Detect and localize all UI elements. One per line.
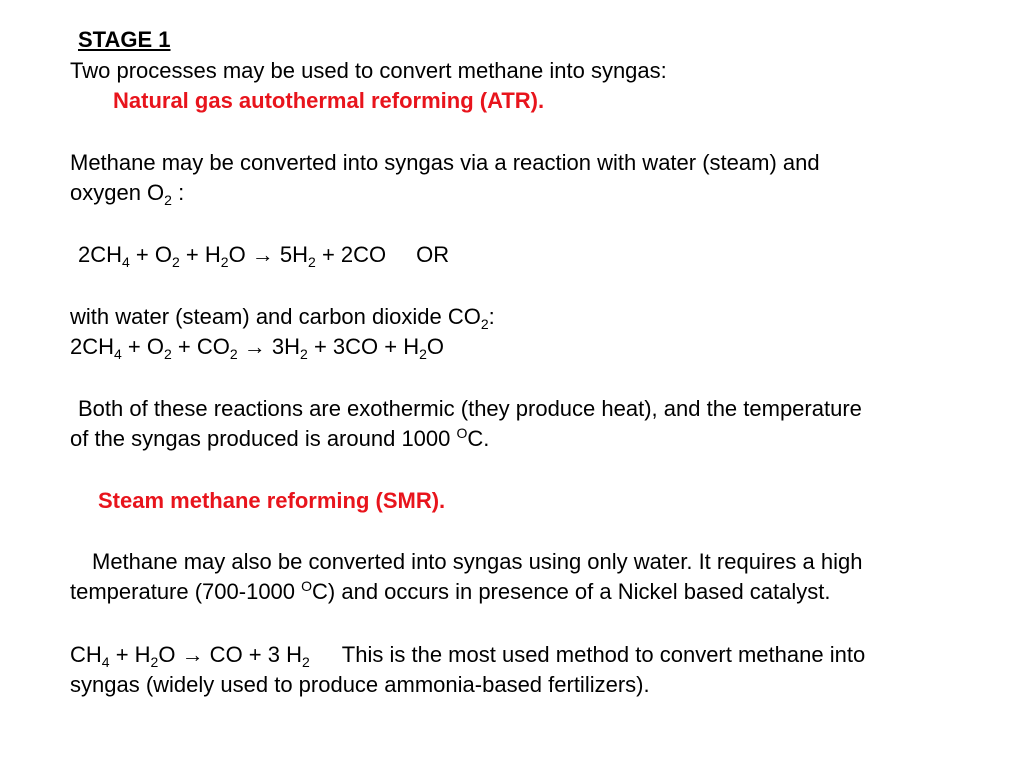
smr-title: Steam methane reforming (SMR). [98,488,446,513]
smr-equation: $CH_4 + H_2O$ → CO + 3 $H_2$ This is the most used method to convert methane into [70,642,866,670]
stage-heading: STAGE 1 [78,27,171,52]
atr-title: Natural gas autothermal reforming (ATR). [113,88,545,113]
or-label: OR [416,242,450,267]
exothermic-line1: Both of these reactions are exothermic (they produce heat), and the temperature [78,396,862,421]
atr-equation-co2: $2CH_4 + O_2 + CO_2 \to 3H_2 + 3CO + H_2O$ [70,334,445,362]
exothermic-line2: of the syngas produced is around 1000 $^O$C. [70,425,490,451]
atr-description-line1: Methane may be converted into syngas via a reaction with water (steam) and [70,150,820,175]
smr-description-line1: Methane may also be converted into syngas using only water. It requires a high [92,549,863,574]
atr-equation-oxygen: $2CH_4 + O_2 + H_2O \to 5H_2 + 2CO$ OR [78,242,450,270]
smr-description-line2: temperature (700-1000 $^O$C) and occurs in presence of a Nickel based catalyst. [70,578,831,604]
intro-text: Two processes may be used to convert methane into syngas: [70,58,667,83]
smr-note-line2: syngas (widely used to produce ammonia-based fertilizers). [70,672,650,697]
smr-method-note: This is the most used method to convert methane into [341,642,866,667]
atr-description-line2: oxygen $O_2$ : [70,180,185,208]
atr-co2-line: with water (steam) and carbon dioxide $CO_2$: [70,304,495,332]
